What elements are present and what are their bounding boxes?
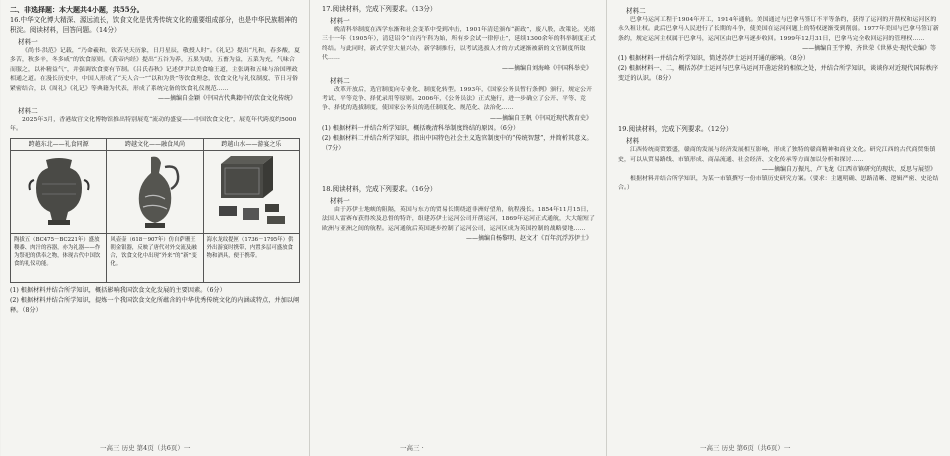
material-text: 由于苏伊士地峡的阻隔，英国与东方的贸易长期绕道非洲好望角，航程漫长。1854年11月15日，法国人雷赛布获得埃及总督的特许，组建苏伊士运河公司开凿运河，1869年运河正式通航，大大缩短了欧洲与亚洲之间的航程。运河通航后英国逐步控制了运河公司，运河区成为英国控制的战略要地……: [322, 206, 595, 232]
sub-question-1: (1) 根据材料一并结合所学知识，概括晚清科举制度终结的原因。（6分）: [322, 124, 520, 132]
material-text: 《尚书·洪范》记载，“乃命羲和，钦若昊天历象，日月星辰，敬授人时”。《礼记》提出“凡和，春多酸，夏多苦，秋多辛，冬多咸”的饮食原则。《黄帝内经》提出“五谷为养，五果为助，五畜为益，五菜为充，气味合而服之，以补精益气”，并强调饮食要有节制。《吕氏春秋》记述伊尹以美食喻王道，主张调和五味与治国理政相通之道。在漫长历史中，中国人形成了“天人合一”“以和为贵”等饮食理念，饮食文化与礼仪制度、节日习俗紧密结合，以《周礼》《礼记》等典籍为代表，形成了系统完备的饮食礼仪规范……: [10, 48, 300, 92]
page-footer: 一高三 ·: [400, 444, 424, 452]
material-label: 材料一: [18, 38, 38, 46]
question-16-prompt: 16.中华文化博大精深、源远流长，饮食文化是优秀传统文化的重要组成部分，也是中华民族精神的积淀。阅读材料，回答问题。（14分）: [10, 16, 298, 34]
page-footer: 一高三 历史 第6页（共6页）一: [700, 444, 791, 452]
question-17-prompt: 17.阅读材料，完成下列要求。（13分）: [322, 5, 437, 13]
bronze-vessel-icon: [24, 154, 94, 230]
material-source: ——摘编自万振凡、卢飞龙《江西市镇研究的现状、反思与展望》: [761, 166, 936, 174]
material-label: 材料二: [330, 76, 350, 85]
material-text: 晚清科举制度在西学东渐和社会变革中受到冲击，1901年清廷颁布“新政”，废八股，改策论。光绪三十一年（1905年），清廷诏令“自丙午科为始，所有乡会试一律停止”，延续1300余年的科举制度正式终结。与此同时，新式学堂大量兴办，新学制推行，以考试选拔人才的方式逐渐被新的文官制度所取代……: [322, 27, 596, 62]
exhibit-title: 跨越山水——游宴之乐: [204, 139, 299, 151]
exhibit-title: 跨越东北——礼食同源: [11, 139, 106, 151]
exhibit-caption: 风壶壶（618－907年）仿自萨珊王朝金银器，反映了唐代对外交流及融合，饮食文化中出现“外来”的“新”变化。: [110, 236, 197, 267]
exhibit-caption: 海水龙纹提匣（1736－1795年）供外出游宴时携带，内置多层可盛放食物和酒具，便于携带。: [206, 236, 294, 259]
material-source: ——摘编自金颖《中国古代典籍中的饮食文化传统》: [157, 95, 296, 103]
material-source: ——摘编自杨黎明、赵文才《百年沉浮苏伊士》: [465, 235, 592, 243]
question-19-prompt: 19.阅读材料，完成下列要求。（12分）: [618, 125, 733, 134]
sub-question-2: (2) 根据材料一、二，概括苏伊士运河与巴拿马运河开凿运营的相似之处，并结合所学知识，谈谈你对近现代国际秩序变迁的认识。（8分）: [618, 65, 939, 83]
material-label: 材料: [626, 137, 640, 146]
material-label: 材料一: [330, 196, 350, 205]
section-title: 二、非选择题：本大题共4小题，共55分。: [10, 5, 144, 14]
sub-question-2: (2) 根据材料二并结合所学知识，指出中国特色社会主义选官制度中的“传统智慧”，并简析其意义。（7分）: [322, 134, 593, 152]
material-source: ——摘编自王帆《中国近现代教育史》: [489, 114, 592, 122]
lacquer-box-image: [204, 151, 299, 234]
material-text: 改革开放后，选官制度向专业化、制度化转型。1993年，《国家公务员暂行条例》颁行，规定公开考试、平等竞争、择优录用等原则。2006年，《公务员法》正式施行，进一步确立了公开、平等、竞争、择优的选拔制度，使国家公务员的选任制度化、规范化、法治化……: [322, 86, 593, 112]
exhibit-caption: 陶拔五（BC475－BC221年）盛放稷黍、肉汁的容器，亦为礼器——作为祭祀的供奉之物，体现古代中国饮食的礼仪功能。: [14, 236, 101, 267]
exhibit-cell: [11, 139, 107, 282]
sub-question-2: (2) 根据材料并结合所学知识，提炼一个我国饮食文化所蕴含的中华优秀传统文化的内涵或特点，并加以阐释。（8分）: [10, 296, 300, 314]
material-label: 材料二: [18, 107, 38, 116]
exhibit-cell: [107, 139, 203, 282]
bronze-vessel-image: [11, 151, 106, 234]
food-box-icon: [211, 154, 291, 230]
ewer-icon: [125, 153, 185, 231]
material-text: 江西传统商贸繁盛，赣商的发展与经济发展相互影响，形成了独特的赣商精神和商业文化。研究江西的古代商贸集镇史，可以从贸易路线、市镇形成、商品流通、社会经济、文化传承等方面加以分析和探讨……: [618, 147, 936, 163]
exhibit-table: [10, 138, 300, 283]
material-text: 巴拿马运河工程于1904年开工，1914年通航。美国通过与巴拿马签订不平等条约，获得了运河的开凿权和运河区的永久租让权。此后巴拿马人民进行了长期的斗争，使美国在运河问题上的特权逐渐受到削弱。1977年美国与巴拿马签订新条约，规定运河主权属于巴拿马，运河区由巴拿马逐步收回。1999年12月31日，巴拿马完全收回运河的管理权……: [618, 17, 939, 42]
exhibit-cell: [204, 139, 299, 282]
column-divider: [309, 0, 310, 456]
phoenix-ewer-image: [107, 151, 202, 234]
page-column-2: [314, 0, 602, 456]
page-column-3: [610, 0, 950, 456]
sub-question-1: (1) 根据材料一并结合所学知识，简述苏伊士运河开通的影响。（8分）: [618, 55, 810, 63]
task-instruction: 根据材料并结合所学知识，为某一市镇撰写一份市镇历史研究方案。（要求：主题明确、思路清晰、逻辑严密、史论结合。）: [618, 176, 939, 192]
sub-question-1: (1) 根据材料并结合所学知识，概括影响我国饮食文化发展的主要因素。（6分）: [10, 286, 226, 294]
exhibit-title: 跨越文化——融食风尚: [107, 139, 202, 151]
question-18-prompt: 18.阅读材料，完成下列要求。（16分）: [322, 184, 437, 193]
material-text: 2025年3月，香港故宫文化博物馆推出特别展览“流动的盛宴——中国饮食文化”，展览年代跨度约5000年。: [10, 117, 297, 133]
page-footer: 一高三 历史 第4页（共6页）一: [100, 444, 191, 452]
material-label: 材料一: [330, 17, 350, 25]
column-divider: [606, 0, 607, 456]
material-label: 材料二: [626, 7, 646, 15]
material-source: ——摘编自王宇博、齐世荣《世界史·现代史编》等: [802, 45, 936, 53]
page-column-1: [0, 0, 306, 456]
material-source: ——摘编自刘海峰《中国科举史》: [501, 64, 592, 72]
